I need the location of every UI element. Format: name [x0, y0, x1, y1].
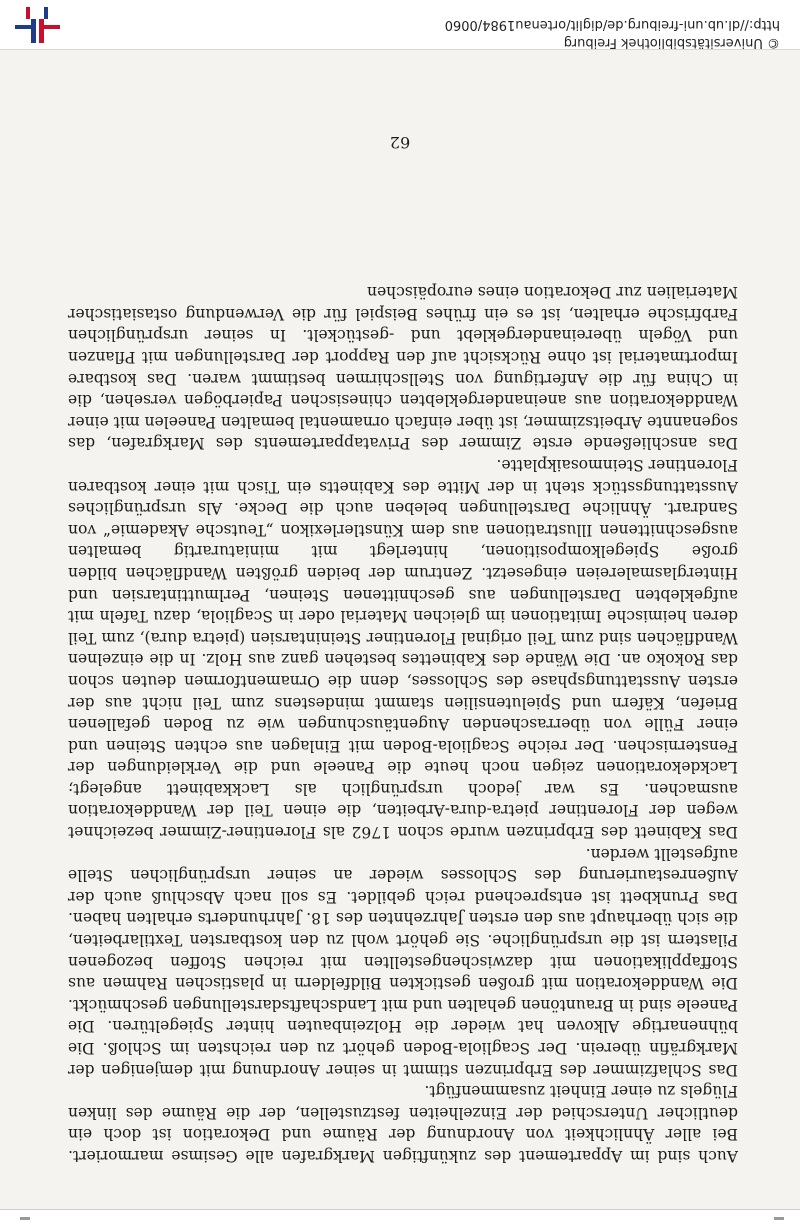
logo-blue-tick	[15, 25, 31, 29]
logo-blue-stem	[44, 7, 48, 19]
edge-mark	[774, 1217, 784, 1220]
library-footer	[0, 0, 800, 50]
logo-red-tick	[44, 25, 60, 29]
copyright-text: © Universitätsbibliothek Freiburg	[563, 35, 780, 50]
source-url-link[interactable]: http://dl.ub.uni-freiburg.de/diglit/ortenau1984/0060	[444, 17, 780, 32]
logo-red-stem	[26, 7, 30, 19]
logo-blue-bar	[31, 19, 36, 43]
logo-red-bar	[39, 19, 44, 43]
paragraph: Das anschließende erste Zimmer des Privatappartements des Markgrafen, das sogenannte Arbeitszimmer, ist über einfach ornamental bemalten Paneelen mit einer Wanddekoration aus aneinandergeklebten chinesischen Papierbögen versehen, die in China für die Anfertigung von Stellschirmen bestimmt waren. Das kostbare Importmaterial ist ohne Rücksicht auf den Rapport der Darstellungen mit Pflanzen und Vögeln übereinandergeklebt und -gestückelt. In seiner ursprünglichen Farbfrische erhalten, ist es ein frühes Beispiel für die Verwendung ostasiatischer Materialien zur Dekoration eines europäischen	[68, 283, 738, 453]
body-text	[68, 281, 738, 1166]
paragraph: Das Kabinett des Erbprinzen wurde schon 1762 als Florentiner-Zimmer bezeichnet wegen der Florentiner pietra-dura-Arbeiten, die einen Teil der Wanddekoration ausmachen. Es war jedoch ursprünglich als Lackkabinett angelegt; Lackdekorationen zeigen noch heute die Paneele und die Verkleidungen der Fensternischen. Der reiche Scagliola-Boden mit Einlagen aus echten Steinen und einer Fülle von überraschenden Augentäuschungen wie zu Boden gefallenen Briefen, Käfern und Spielutensilien stammt mindestens zum Teil nicht aus der ersten Ausstattungsphase des Schlosses, denn die Ornamentformen deuten schon das Rokoko an. Die Wände des Kabinettes bestehen ganz aus Holz. In die einzelnen Wandflächen sind zum Teil original Florentiner Steinintarsien (pietra dura), zum Teil deren heimische Imitationen im gleichen Material oder in Scagliola, dazu Tafeln mit aufgeklebten Darstellungen aus geschnittenen Steinen, Perlmuttintarsien und Hinterglasmalereien eingesetzt. Zentrum der beiden größten Wandflächen bilden große Spiegelkompositionen, hinterlegt mit miniaturartig bemalten ausgeschnittenen Illustrationen aus dem Künstlerlexikon „Teutsche Akademie“ von Sandrart. Ähnliche Darstellungen beleben auch die Decke. Als ursprüngliches Ausstattungsstück steht in der Mitte des Kabinetts ein Tisch mit einer kostbaren Florentiner Steinmosaikplatte.	[68, 456, 738, 842]
ub-freiburg-logo	[12, 5, 62, 43]
edge-mark	[20, 1217, 30, 1220]
page-number: 62	[389, 133, 411, 152]
paragraph: Auch sind im Appartement des zukünftigen Markgrafen alle Gesimse marmoriert. Bei aller Ähnlichkeit von Anordnung der Räume und Dekoration ist doch ein deutlicher Unterschied der Einzelheiten festzustellen, der die Räume des linken Flügels zu einer Einheit zusammenfügt.	[68, 1082, 738, 1165]
scan-edge-strip	[0, 1209, 800, 1224]
paragraph: Das Schlafzimmer des Erbprinzen stimmt in seiner Anordnung mit demjenigen der Markgräfin überein. Der Scagliola-Boden gehört zu den reichsten im Schloß. Die bühnenartige Alkoven hat wieder die Holzeinbauten hinter Spiegeltüren. Die Paneele sind in Brauntönen gehalten und mit Landschaftsdarstellungen geschmückt. Die Wanddekoration mit großen gestickten Bildfeldern in plastischen Rahmen aus Stoffapplikationen mit dazwischengestellten mit reichen Stoffen bezogenen Pilastern ist die ursprüngliche. Sie gehört wohl zu den kostbarsten Textilarbeiten, die sich überhaupt aus den ersten Jahrzehnten des 18. Jahrhunderts erhalten haben. Das Prunkbett ist entsprechend reich gebildet. Es soll nach Abschluß auch der Außenrestaurierung des Schlosses wieder an seiner ursprünglichen Stelle aufgestellt werden.	[68, 844, 738, 1079]
